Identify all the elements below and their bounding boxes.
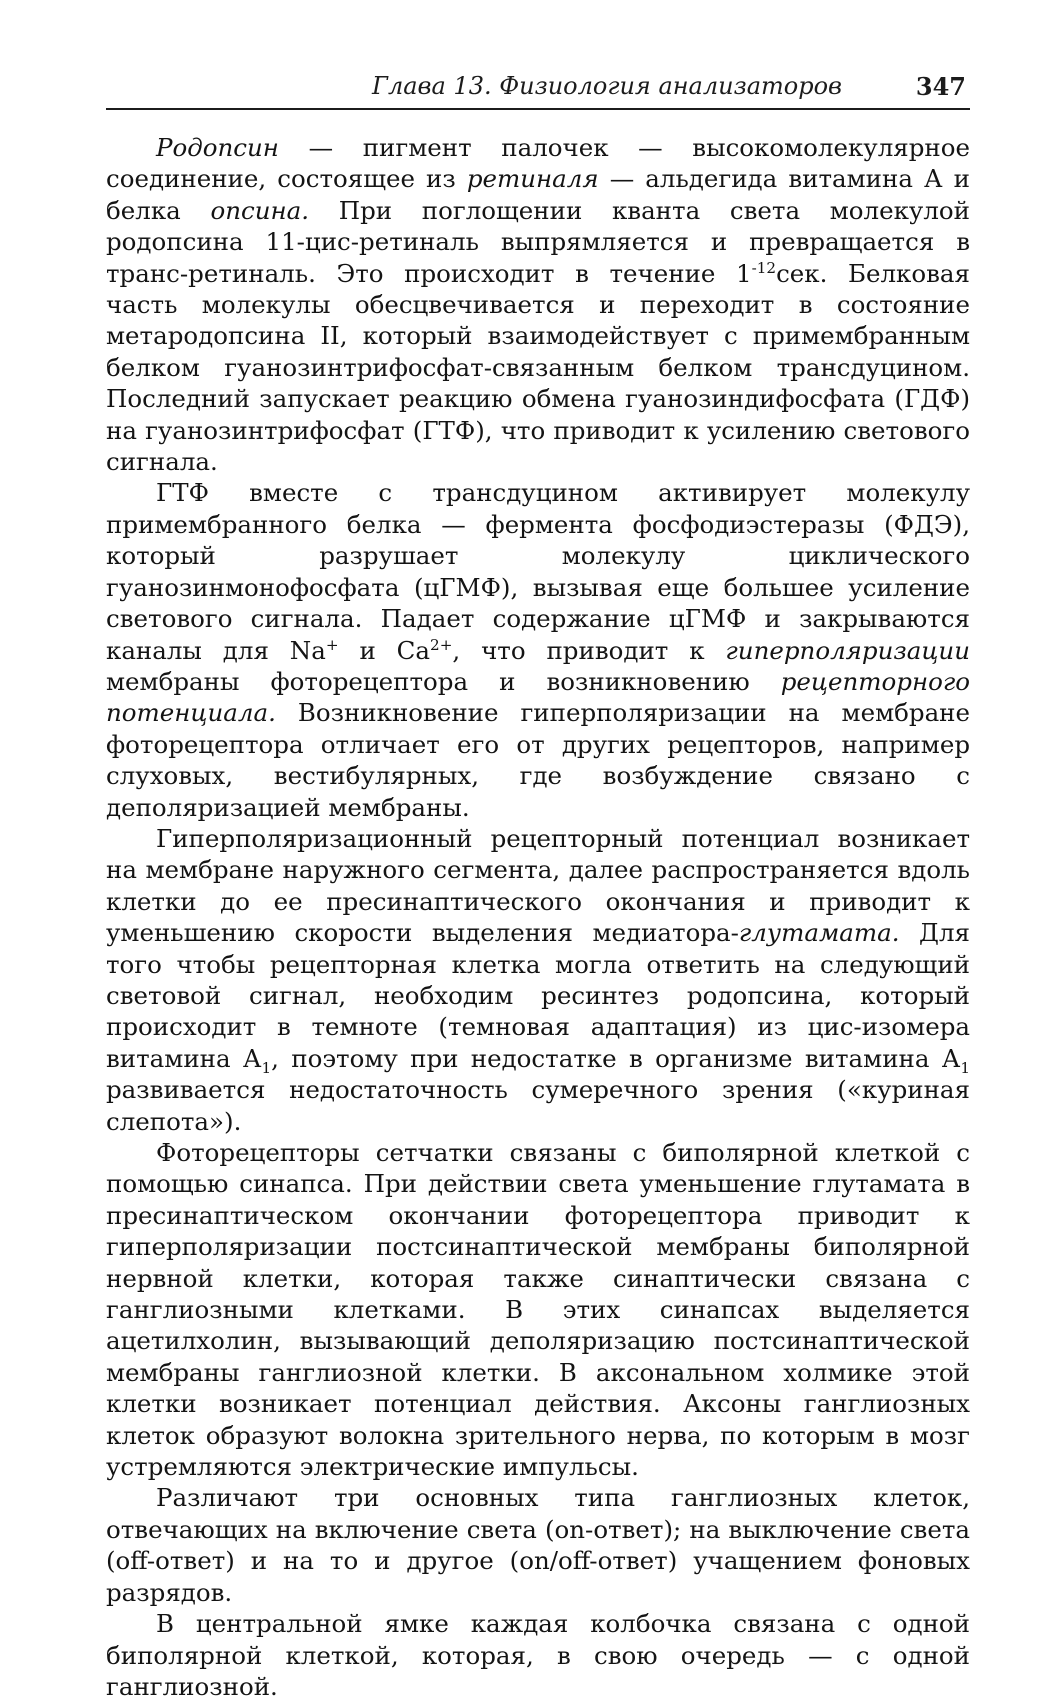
text-run: Гиперполяризационный рецепторный потенциал возникает на мембране наружного сегмента, далее распространяется вдоль клетки до ее пресинаптического окончания и приводит к уменьшению скорости выделения медиатора- xyxy=(106,823,970,948)
running-title: Глава 13. Физиология анализаторов xyxy=(372,72,842,100)
superscript: 2+ xyxy=(430,635,453,654)
paragraph xyxy=(106,132,970,477)
paragraph xyxy=(106,477,970,822)
superscript: + xyxy=(325,635,339,654)
body-text xyxy=(106,132,970,1702)
text-run: мембраны фоторецептора и возникновению xyxy=(106,666,781,696)
subscript: 1 xyxy=(960,1058,970,1077)
text-run: сек. Белковая часть молекулы обесцвечивается и переходит в состояние метародопсина II, который взаимодействует с примембранным белком гуанозинтрифосфат-связанным белком трансдуцином. Последний запускает реакцию обмена гуанозиндифосфата (ГДФ) на гуанозинтрифосфат (ГТФ), что приводит к усилению светового сигнала. xyxy=(106,258,970,477)
text-run: , поэтому при недостатке в организме витамина А xyxy=(271,1043,961,1073)
text-run: В центральной ямке каждая колбочка связана с одной биполярной клеткой, которая, в свою очередь — с одной ганглиозной. xyxy=(106,1609,970,1701)
paragraph xyxy=(106,1137,970,1482)
page-header xyxy=(106,64,970,110)
page-number: 347 xyxy=(915,72,966,101)
italic-term: рецепторного потенциала. xyxy=(106,666,970,728)
text-run: развивается недостаточность сумеречного зрения («куриная слепота»). xyxy=(106,1075,970,1136)
text-run: ГТФ вместе с трансдуцином активирует молекулу примембранного белка — фермента фосфодиэстеразы (ФДЭ), который разрушает молекулу циклического гуанозинмонофосфата (цГМФ), вызывая еще большее усиление светового сигнала. Падает содержание цГМФ и закрываются каналы для Na xyxy=(106,478,970,665)
superscript: -12 xyxy=(751,258,777,277)
italic-term: Родопсин xyxy=(156,133,279,162)
italic-term: ретиналя xyxy=(466,164,599,194)
italic-term: гиперполяризации xyxy=(725,635,970,665)
text-run: — альдегида витамина А и белка xyxy=(106,164,970,225)
text-run: Фоторецепторы сетчатки связаны с биполярной клеткой с помощью синапса. При действии света уменьшение глутамата в пресинаптическом окончании фоторецептора приводит к гиперполяризации постсинаптической мембраны биполярной нервной клетки, которая также синаптически связана с ганглиозными клетками. В этих синапсах выделяется ацетилхолин, вызывающий деполяризацию постсинаптической мембраны ганглиозной клетки. В аксональном холмике этой клетки возникает потенциал действия. Аксоны ганглиозных клеток образуют волокна зрительного нерва, по которым в мозг устремляются электрические импульсы. xyxy=(106,1138,970,1482)
paragraph xyxy=(106,823,970,1137)
italic-term: глутамата. xyxy=(738,918,900,948)
text-run: Различают три основных типа ганглиозных клеток, отвечающих на включение света (on-ответ); на выключение света (off-ответ) и на то и другое (on/off-ответ) учащением фоновых разрядов. xyxy=(106,1483,970,1607)
paragraph xyxy=(106,1482,970,1608)
text-run: и Ca xyxy=(338,635,431,665)
text-run: — пигмент палочек — высокомолекулярное соединение, состоящее из xyxy=(106,133,970,194)
text-run: Возникновение гиперполяризации на мембране фоторецептора отличает его от других рецепторов, например слуховых, вестибулярных, где возбуждение связано с деполяризацией мембраны. xyxy=(106,698,970,822)
paragraph xyxy=(106,1608,970,1702)
subscript: 1 xyxy=(261,1058,272,1077)
text-run: , что приводит к xyxy=(452,635,726,665)
text-run: Для того чтобы рецепторная клетка могла ответить на следующий световой сигнал, необходим ресинтез родопсина, который происходит в темноте (темновая адаптация) из цис-изомера витамина А xyxy=(106,918,970,1073)
italic-term: опсина. xyxy=(210,195,309,225)
text-run: При поглощении кванта света молекулой родопсина 11-цис-ретиналь выпрямляется и превращается в транс-ретиналь. Это происходит в течение 1 xyxy=(106,195,970,288)
